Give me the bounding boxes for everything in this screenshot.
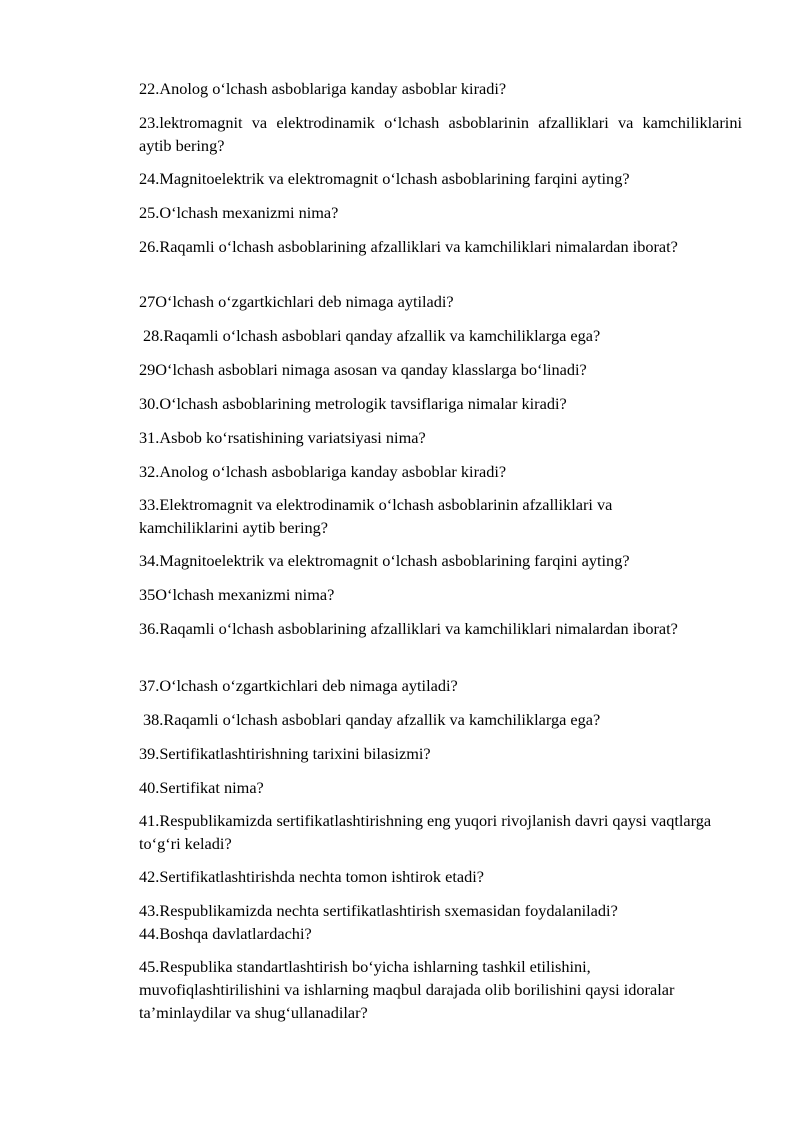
question-40: 40.Sertifikat nima? [139, 778, 264, 797]
question-29: 29O‘lchash asboblari nimaga asosan va qanday klasslarga bo‘linadi? [139, 360, 587, 379]
question-32: 32.Anolog o‘lchash asboblariga kanday asboblar kiradi? [139, 462, 507, 481]
question-33: 33.Elektromagnit va elektrodinamik o‘lchash asboblarinin afzalliklari va kamchiliklarini aytib bering? [139, 495, 613, 537]
question-31: 31.Asbob ko‘rsatishining variatsiyasi nima? [139, 428, 426, 447]
question-37: 37.O‘lchash o‘zgartkichlari deb nimaga aytiladi? [139, 676, 458, 695]
question-28: 28.Raqamli o‘lchash asboblari qanday afzallik va kamchiliklarga ega? [143, 326, 601, 345]
question-42: 42.Sertifikatlashtirishda nechta tomon ishtirok etadi? [139, 867, 484, 886]
question-25: 25.O‘lchash mexanizmi nima? [139, 203, 339, 222]
question-30: 30.O‘lchash asboblarining metrologik tavsiflariga nimalar kiradi? [139, 394, 567, 413]
question-35: 35O‘lchash mexanizmi nima? [139, 585, 335, 604]
question-45: 45.Respublika standartlashtirish bo‘yicha ishlarning tashkil etilishini, muvofiqlashtirilishini va ishlarning maqbul darajada olib borilishini qaysi idoralar ta’minlaydilar va shug‘ullanadilar? [139, 957, 675, 1022]
question-34: 34.Magnitoelektrik va elektromagnit o‘lchash asboblarining farqini ayting? [139, 551, 630, 570]
question-22: 22.Anolog o‘lchash asboblariga kanday asboblar kiradi? [139, 79, 507, 98]
question-26: 26.Raqamli o‘lchash asboblarining afzalliklari va kamchiliklari nimalardan iborat? [139, 237, 678, 256]
question-43: 43.Respublikamizda nechta sertifikatlashtirish sxemasidan foydalaniladi? [139, 901, 618, 920]
question-38: 38.Raqamli o‘lchash asboblari qanday afzallik va kamchiliklarga ega? [143, 710, 601, 729]
question-36: 36.Raqamli o‘lchash asboblarining afzalliklari va kamchiliklari nimalardan iborat? [139, 619, 678, 638]
question-24: 24.Magnitoelektrik va elektromagnit o‘lchash asboblarining farqini ayting? [139, 169, 630, 188]
question-41: 41.Respublikamizda sertifikatlashtirishning eng yuqori rivojlanish davri qaysi vaqtlarga to‘g‘ri keladi? [139, 811, 712, 853]
question-27: 27O‘lchash o‘zgartkichlari deb nimaga aytiladi? [139, 292, 454, 311]
question-39: 39.Sertifikatlashtirishning tarixini bilasizmi? [139, 744, 431, 763]
question-44: 44.Boshqa davlatlardachi? [139, 924, 312, 943]
question-23: 23.lektromagnit va elektrodinamik o‘lchash asboblarinin afzalliklari va kamchiliklarini aytib bering? [139, 113, 742, 155]
